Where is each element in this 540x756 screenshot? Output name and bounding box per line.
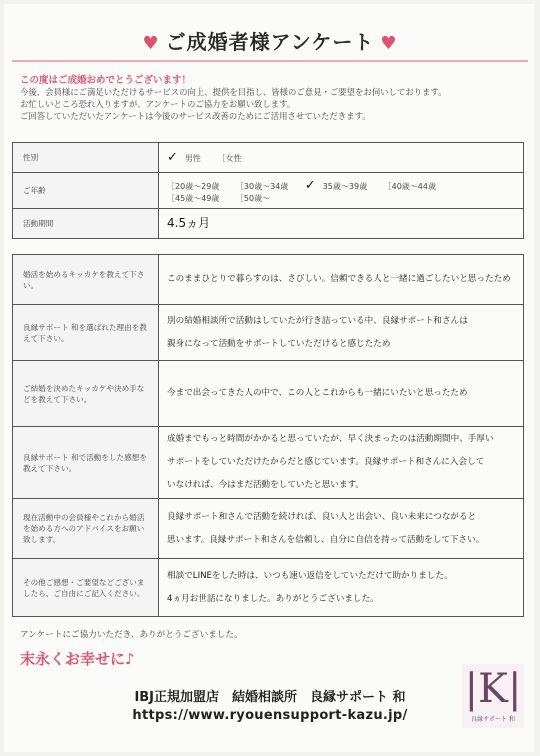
row-period — [13, 209, 524, 239]
question-row — [13, 427, 524, 499]
answer-line: 親身になって活動をサポートしていただけると感じたため — [167, 338, 391, 349]
answer-line: いなければ、今はまだ活動をしていたと思います。 — [167, 480, 364, 490]
intro-line: ご回答していただいたアンケートは今後のサービス改善のためにご活用させていただきます。 — [20, 111, 371, 121]
period-answer: 4.5ヵ月 — [159, 209, 524, 239]
label-age: ご年齢 — [13, 173, 159, 209]
brand-logo — [462, 664, 524, 728]
age-option[interactable]: ［40歳～44歳 — [383, 181, 436, 191]
page-title — [0, 26, 540, 55]
question-label: 現在活動中の会員様やこれから婚活を始める方へのアドバイスをお願い致します。 — [13, 499, 159, 559]
row-age — [13, 173, 524, 209]
age-option[interactable]: ［30歳～34歳 — [235, 181, 289, 191]
answer-cell — [159, 305, 524, 361]
answer-line: サポートをしていただけたからだと感じています。良縁サポート和さんに入会して — [167, 457, 485, 467]
answer-cell — [159, 427, 524, 499]
answer-line: このままひとりで暮らすのは、さびしい。信頼できる人と一緒に過ごしたいと思ったため — [167, 274, 511, 284]
age-option[interactable]: ✓ 35歳～39歳 — [304, 177, 368, 193]
question-row — [13, 255, 524, 305]
answer-line: 別の結婚相談所で活動はしていたが行き詰っている中、良縁サポート和さんは — [167, 315, 468, 326]
heart-icon-right: ♥ — [380, 33, 398, 54]
intro-line: お忙しいところ恐れ入りますが、アンケートのご協力をお願い致します。 — [20, 99, 296, 109]
answer-line: 思います。良縁サポート和さんを信頼し、自分に自信を持って活動をして下さい。 — [167, 534, 485, 545]
answer-line: 今まで出会ってきた人の中で、この人とこれからも一緒にいたいと思ったため — [167, 388, 468, 398]
logo-text: 良縁サポート 和 — [471, 716, 515, 723]
intro-text — [20, 86, 520, 122]
age-options — [159, 173, 524, 209]
check-icon: ✓ — [304, 177, 316, 193]
question-row — [13, 361, 524, 427]
question-row — [13, 559, 524, 617]
age-option[interactable]: ［20歳～29歳 — [167, 181, 220, 191]
answer-cell — [159, 255, 524, 305]
wish-text: 末永くお幸せに♪ — [20, 650, 135, 668]
gender-options — [159, 143, 524, 173]
answer-line: 4ヵ月お世話になりました。ありがとうございました。 — [167, 593, 379, 604]
row-gender — [13, 143, 524, 173]
question-row — [13, 305, 524, 361]
option-male[interactable]: ✓ 男性 — [167, 150, 201, 165]
answer-cell — [159, 499, 524, 559]
answer-line: 相談でLINEをした時は、いつも速い返信をしていただけて助かりました。 — [167, 570, 453, 581]
answer-line: 良縁サポート和さんで活動を続ければ、良い人と出会い、良い未来につながると — [167, 511, 477, 522]
profile-table — [12, 142, 524, 239]
age-option[interactable]: ［50歳～ — [235, 193, 271, 203]
age-option[interactable]: ［45歳～49歳 — [167, 193, 220, 203]
answer-cell — [159, 361, 524, 427]
logo-mark: |K| — [464, 666, 522, 712]
label-period: 活動期間 — [13, 209, 159, 239]
thanks-text: アンケートにご協力いただき、ありがとうございました。 — [20, 630, 243, 640]
answer-line: 成婚までもっと時間がかかると思っていたが、早く決まったのは活動期間中、手厚い — [167, 434, 494, 444]
questions-table — [12, 254, 524, 617]
website-link[interactable]: https://www.ryouensupport-kazu.jp/ — [132, 708, 408, 723]
title-text: ご成婚者様アンケート — [165, 30, 375, 54]
question-label: その他ご感想・ご要望などございましたら、ご自由にご記入ください。 — [13, 559, 159, 617]
greeting: この度はご成婚おめでとうございます！ — [20, 75, 192, 86]
heart-icon-left: ♥ — [142, 33, 160, 54]
question-row — [13, 499, 524, 559]
question-label: 良縁サポート 和を選ばれた理由を教えて下さい。 — [13, 305, 159, 361]
check-icon: ✓ — [167, 150, 178, 165]
intro-line: 今後、会員様にご満足いただけるサービスの向上、提供を目指し、皆様のご意見・ご要望をお伺いしております。 — [20, 87, 447, 97]
shop-name: IBJ正規加盟店 結婚相談所 良縁サポート 和 — [134, 690, 406, 705]
title-divider — [12, 60, 528, 62]
question-label: ご結婚を決めたキッカケや決め手などを教えて下さい。 — [13, 361, 159, 427]
option-female[interactable]: ［女性 — [217, 154, 242, 163]
question-label: 婚活を始めるキッカケを教えて下さい。 — [13, 255, 159, 305]
answer-cell — [159, 559, 524, 617]
label-gender: 性別 — [13, 143, 159, 173]
question-label: 良縁サポート 和で活動をした感想を教えて下さい。 — [13, 427, 159, 499]
